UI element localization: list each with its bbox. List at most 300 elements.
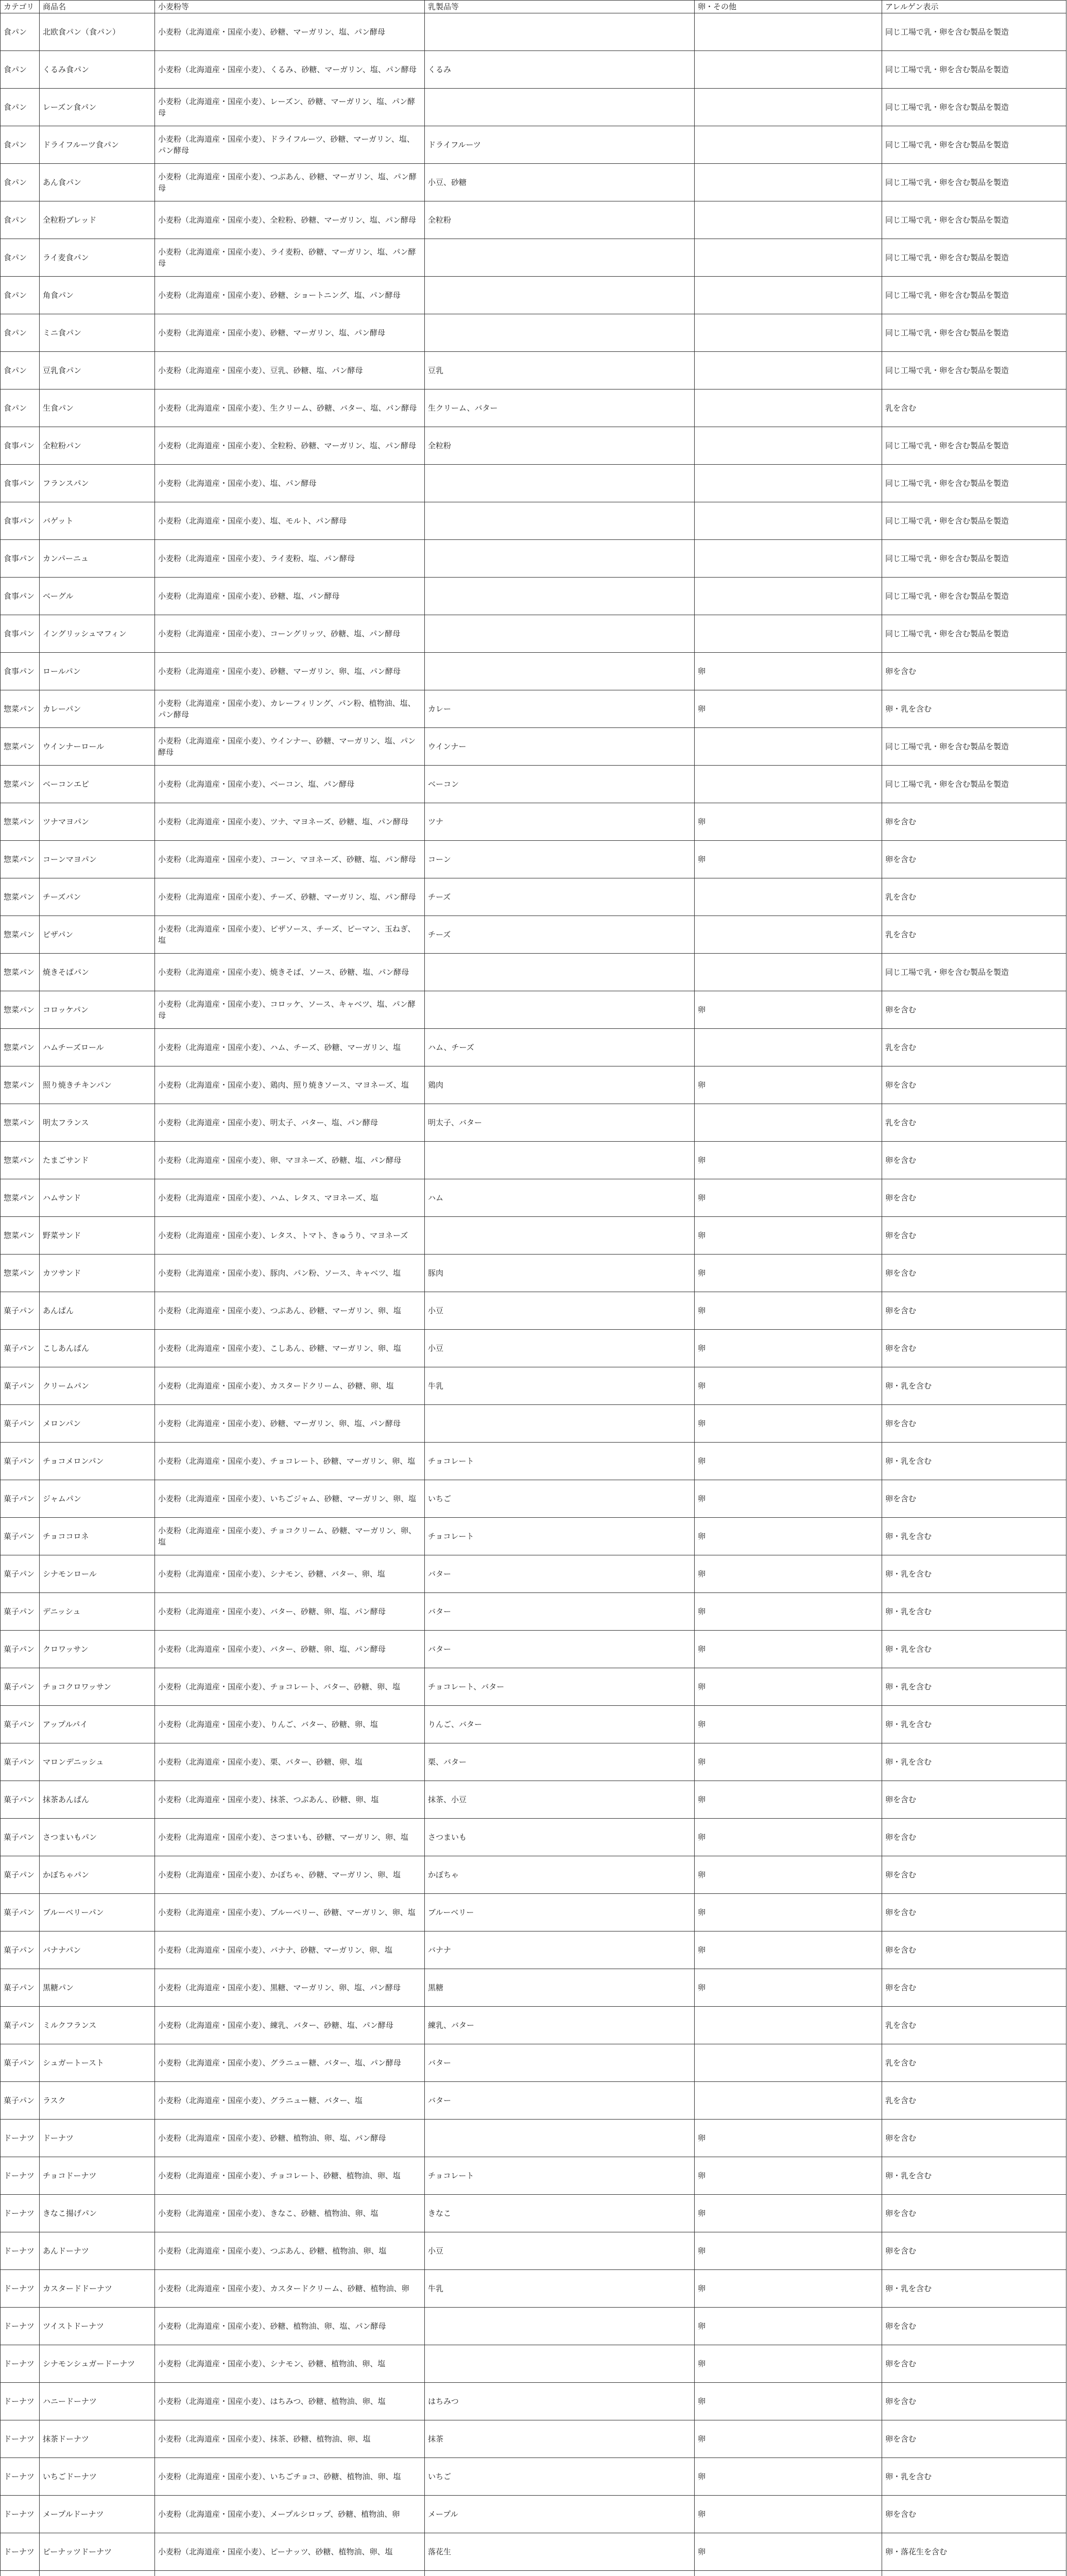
- table-cell: 焼きそばパン: [40, 954, 155, 991]
- table-cell: コーンマヨパン: [40, 841, 155, 878]
- table-row: [1, 2345, 1066, 2383]
- table-row: [1, 465, 1066, 502]
- table-cell: 卵: [695, 1405, 882, 1443]
- table-cell: 全粒粉ブレッド: [40, 201, 155, 239]
- table-row: [1, 1819, 1066, 1856]
- table-row: [1, 2157, 1066, 2195]
- table-cell: バナナ: [425, 1931, 695, 1969]
- table-cell: 生クリーム、バター: [425, 389, 695, 427]
- table-cell: 抹茶、小豆: [425, 1781, 695, 1819]
- table-cell: 卵・乳を含む: [882, 690, 1066, 728]
- table-cell: 卵: [695, 991, 882, 1029]
- table-cell: 惣菜パン: [1, 991, 40, 1029]
- table-row: [1, 1480, 1066, 1518]
- table-cell: いちごドーナツ: [40, 2458, 155, 2496]
- table-cell: 同じ工場で乳・卵を含む製品を製造: [882, 540, 1066, 578]
- table-cell: 小麦粉（北海道産・国産小麦）、チョコレート、砂糖、植物油、卵、塩: [155, 2157, 425, 2195]
- table-cell: 同じ工場で乳・卵を含む製品を製造: [882, 314, 1066, 352]
- table-row: [1, 2082, 1066, 2120]
- table-cell: 乳を含む: [882, 1104, 1066, 1142]
- table-cell: 食パン: [1, 389, 40, 427]
- table-cell: 小麦粉（北海道産・国産小麦）、豚肉、パン粉、ソース、キャベツ、塩: [155, 1255, 425, 1292]
- table-cell: 卵・乳を含む: [882, 2270, 1066, 2308]
- table-row: [1, 1781, 1066, 1819]
- table-cell: さつまいも: [425, 1819, 695, 1856]
- table-cell: 惣菜パン: [1, 766, 40, 803]
- table-cell: [1, 2571, 40, 2576]
- table-row: [1, 1104, 1066, 1142]
- table-cell: 小麦粉（北海道産・国産小麦）、いちごチョコ、砂糖、植物油、卵、塩: [155, 2458, 425, 2496]
- table-cell: [695, 89, 882, 126]
- table-cell: 卵を含む: [882, 1856, 1066, 1894]
- column-header: 小麦粉等: [155, 1, 425, 13]
- table-cell: 照り焼きチキンパン: [40, 1066, 155, 1104]
- table-cell: クリームパン: [40, 1367, 155, 1405]
- table-cell: バター: [425, 1555, 695, 1593]
- table-cell: [155, 2571, 425, 2576]
- table-cell: 小麦粉（北海道産・国産小麦）、豆乳、砂糖、塩、パン酵母: [155, 352, 425, 389]
- table-cell: [695, 1029, 882, 1066]
- table-cell: 卵を含む: [882, 1142, 1066, 1179]
- column-header: 乳製品等: [425, 1, 695, 13]
- table-cell: 小麦粉（北海道産・国産小麦）、ライ麦粉、砂糖、マーガリン、塩、パン酵母: [155, 239, 425, 277]
- table-cell: [695, 126, 882, 164]
- table-cell: 小麦粉（北海道産・国産小麦）、ライ麦粉、塩、パン酵母: [155, 540, 425, 578]
- table-cell: バター: [425, 1593, 695, 1631]
- table-cell: [695, 2082, 882, 2120]
- table-header: [1, 1, 1066, 13]
- table-row: [1, 2308, 1066, 2345]
- table-cell: 小麦粉（北海道産・国産小麦）、レーズン、砂糖、マーガリン、塩、パン酵母: [155, 89, 425, 126]
- table-cell: [695, 314, 882, 352]
- table-cell: 小麦粉（北海道産・国産小麦）、グラニュー糖、バター、塩、パン酵母: [155, 2044, 425, 2082]
- table-cell: 食事パン: [1, 465, 40, 502]
- table-cell: 同じ工場で乳・卵を含む製品を製造: [882, 465, 1066, 502]
- table-cell: ミニ食パン: [40, 314, 155, 352]
- table-cell: 同じ工場で乳・卵を含む製品を製造: [882, 126, 1066, 164]
- table-cell: メープルドーナツ: [40, 2496, 155, 2533]
- table-cell: 小麦粉（北海道産・国産小麦）、砂糖、マーガリン、卵、塩、パン酵母: [155, 653, 425, 690]
- table-cell: 卵・乳を含む: [882, 1593, 1066, 1631]
- table-cell: チョコレート: [425, 1518, 695, 1555]
- table-cell: 野菜サンド: [40, 1217, 155, 1255]
- table-cell: 小麦粉（北海道産・国産小麦）、砂糖、塩、パン酵母: [155, 578, 425, 615]
- table-cell: きなこ: [425, 2195, 695, 2232]
- table-row: [1, 2496, 1066, 2533]
- table-cell: 小麦粉（北海道産・国産小麦）、チョコクリーム、砂糖、マーガリン、卵、塩: [155, 1518, 425, 1555]
- table-cell: 惣菜パン: [1, 1255, 40, 1292]
- table-cell: 乳を含む: [882, 2044, 1066, 2082]
- table-cell: ブルーベリー: [425, 1894, 695, 1931]
- table-cell: アップルパイ: [40, 1706, 155, 1743]
- table-cell: 小麦粉（北海道産・国産小麦）、つぶあん、砂糖、植物油、卵、塩: [155, 2232, 425, 2270]
- table-cell: 卵を含む: [882, 1292, 1066, 1330]
- table-cell: [425, 465, 695, 502]
- table-cell: 小麦粉（北海道産・国産小麦）、砂糖、マーガリン、塩、パン酵母: [155, 314, 425, 352]
- table-cell: 卵: [695, 1066, 882, 1104]
- table-cell: 小豆: [425, 1330, 695, 1367]
- table-cell: 小麦粉（北海道産・国産小麦）、砂糖、マーガリン、卵、塩、パン酵母: [155, 1405, 425, 1443]
- table-cell: 同じ工場で乳・卵を含む製品を製造: [882, 277, 1066, 314]
- table-cell: バター: [425, 2082, 695, 2120]
- table-cell: 卵・乳を含む: [882, 1706, 1066, 1743]
- table-cell: 食パン: [1, 201, 40, 239]
- table-cell: [695, 465, 882, 502]
- table-cell: 食パン: [1, 239, 40, 277]
- table-cell: チーズパン: [40, 878, 155, 916]
- table-cell: シナモンシュガードーナツ: [40, 2345, 155, 2383]
- table-cell: [695, 1104, 882, 1142]
- table-row: [1, 239, 1066, 277]
- table-cell: 惣菜パン: [1, 1029, 40, 1066]
- table-cell: カンパーニュ: [40, 540, 155, 578]
- table-cell: 食パン: [1, 89, 40, 126]
- table-cell: はちみつ: [425, 2383, 695, 2420]
- table-cell: 同じ工場で乳・卵を含む製品を製造: [882, 201, 1066, 239]
- table-cell: 菓子パン: [1, 1330, 40, 1367]
- table-cell: 菓子パン: [1, 1593, 40, 1631]
- table-cell: 小麦粉（北海道産・国産小麦）、抹茶、つぶあん、砂糖、卵、塩: [155, 1781, 425, 1819]
- table-row: [1, 1142, 1066, 1179]
- table-cell: ドーナツ: [1, 2157, 40, 2195]
- table-cell: ドーナツ: [1, 2345, 40, 2383]
- table-cell: 小麦粉（北海道産・国産小麦）、シナモン、砂糖、植物油、卵、塩: [155, 2345, 425, 2383]
- table-cell: あんぱん: [40, 1292, 155, 1330]
- table-row: [1, 1330, 1066, 1367]
- table-cell: 小麦粉（北海道産・国産小麦）、バナナ、砂糖、マーガリン、卵、塩: [155, 1931, 425, 1969]
- table-cell: チョコドーナツ: [40, 2157, 155, 2195]
- column-header: 商品名: [40, 1, 155, 13]
- table-cell: バター: [425, 1631, 695, 1668]
- table-cell: 卵を含む: [882, 1255, 1066, 1292]
- table-cell: ドーナツ: [1, 2420, 40, 2458]
- table-cell: 菓子パン: [1, 1894, 40, 1931]
- table-cell: 惣菜パン: [1, 1217, 40, 1255]
- table-cell: ブルーベリーパン: [40, 1894, 155, 1931]
- table-cell: 食パン: [1, 51, 40, 89]
- table-cell: 食パン: [1, 164, 40, 201]
- table-cell: 卵: [695, 1255, 882, 1292]
- table-cell: [425, 277, 695, 314]
- table-cell: 小麦粉（北海道産・国産小麦）、カスタードクリーム、砂糖、卵、塩: [155, 1367, 425, 1405]
- table-cell: くるみ食パン: [40, 51, 155, 89]
- table-cell: ドーナツ: [1, 2120, 40, 2157]
- table-cell: [425, 1217, 695, 1255]
- table-row: [1, 1066, 1066, 1104]
- table-cell: さつまいもパン: [40, 1819, 155, 1856]
- table-row: [1, 2533, 1066, 2571]
- table-cell: 小麦粉（北海道産・国産小麦）、抹茶、砂糖、植物油、卵、塩: [155, 2420, 425, 2458]
- table-cell: [425, 954, 695, 991]
- table-cell: きなこ揚げパン: [40, 2195, 155, 2232]
- table-cell: 菓子パン: [1, 1631, 40, 1668]
- header-row: [1, 1, 1066, 13]
- table-cell: 同じ工場で乳・卵を含む製品を製造: [882, 89, 1066, 126]
- table-cell: [425, 2308, 695, 2345]
- table-row: [1, 841, 1066, 878]
- table-cell: 小麦粉（北海道産・国産小麦）、生クリーム、砂糖、バター、塩、パン酵母: [155, 389, 425, 427]
- table-cell: 小麦粉（北海道産・国産小麦）、メープルシロップ、砂糖、植物油、卵: [155, 2496, 425, 2533]
- table-cell: 小麦粉（北海道産・国産小麦）、全粒粉、砂糖、マーガリン、塩、パン酵母: [155, 201, 425, 239]
- table-cell: 小麦粉（北海道産・国産小麦）、カスタードクリーム、砂糖、植物油、卵: [155, 2270, 425, 2308]
- table-cell: 菓子パン: [1, 1480, 40, 1518]
- table-cell: [695, 239, 882, 277]
- table-cell: 卵: [695, 1894, 882, 1931]
- table-row: [1, 1367, 1066, 1405]
- table-cell: ラスク: [40, 2082, 155, 2120]
- table-cell: [695, 916, 882, 954]
- table-body: [1, 13, 1066, 2576]
- table-cell: 小麦粉（北海道産・国産小麦）、全粒粉、砂糖、マーガリン、塩、パン酵母: [155, 427, 425, 465]
- table-cell: ツナマヨパン: [40, 803, 155, 841]
- table-cell: 小豆、砂糖: [425, 164, 695, 201]
- table-cell: 全粒粉: [425, 427, 695, 465]
- table-cell: 卵: [695, 1593, 882, 1631]
- table-cell: [425, 615, 695, 653]
- table-cell: 同じ工場で乳・卵を含む製品を製造: [882, 352, 1066, 389]
- table-row: [1, 502, 1066, 540]
- table-cell: チョコクロワッサン: [40, 1668, 155, 1706]
- table-row: [1, 578, 1066, 615]
- table-cell: 小麦粉（北海道産・国産小麦）、チョコレート、バター、砂糖、卵、塩: [155, 1668, 425, 1706]
- table-row: [1, 615, 1066, 653]
- table-cell: 小麦粉（北海道産・国産小麦）、きなこ、砂糖、植物油、卵、塩: [155, 2195, 425, 2232]
- table-cell: ハム、チーズ: [425, 1029, 695, 1066]
- table-cell: 惣菜パン: [1, 841, 40, 878]
- table-row: [1, 1931, 1066, 1969]
- table-cell: 卵・乳を含む: [882, 1631, 1066, 1668]
- table-cell: 抹茶: [425, 2420, 695, 2458]
- table-cell: 同じ工場で乳・卵を含む製品を製造: [882, 578, 1066, 615]
- table-cell: 卵: [695, 1367, 882, 1405]
- table-cell: 乳を含む: [882, 878, 1066, 916]
- table-cell: バナナパン: [40, 1931, 155, 1969]
- table-cell: 同じ工場で乳・卵を含む製品を製造: [882, 954, 1066, 991]
- table-cell: フランスパン: [40, 465, 155, 502]
- table-cell: 乳を含む: [882, 2082, 1066, 2120]
- table-cell: かぼちゃパン: [40, 1856, 155, 1894]
- table-cell: [425, 653, 695, 690]
- table-cell: メロンパン: [40, 1405, 155, 1443]
- table-row: [1, 1029, 1066, 1066]
- table-cell: 卵: [695, 2496, 882, 2533]
- table-cell: 惣菜パン: [1, 878, 40, 916]
- table-cell: 小麦粉（北海道産・国産小麦）、卵、マヨネーズ、砂糖、塩、パン酵母: [155, 1142, 425, 1179]
- table-cell: ハムチーズロール: [40, 1029, 155, 1066]
- table-cell: 卵: [695, 2157, 882, 2195]
- table-cell: 乳を含む: [882, 1029, 1066, 1066]
- table-cell: ライ麦食パン: [40, 239, 155, 277]
- table-cell: [695, 201, 882, 239]
- table-cell: バター: [425, 2044, 695, 2082]
- table-cell: 卵: [695, 1179, 882, 1217]
- table-cell: 小麦粉（北海道産・国産小麦）、ドライフルーツ、砂糖、マーガリン、塩、パン酵母: [155, 126, 425, 164]
- table-row: [1, 1292, 1066, 1330]
- table-cell: [695, 878, 882, 916]
- table-cell: 小麦粉（北海道産・国産小麦）、砂糖、植物油、卵、塩、パン酵母: [155, 2120, 425, 2157]
- table-cell: 同じ工場で乳・卵を含む製品を製造: [882, 13, 1066, 51]
- table-cell: [695, 540, 882, 578]
- table-cell: [425, 2120, 695, 2157]
- table-cell: 同じ工場で乳・卵を含む製品を製造: [882, 51, 1066, 89]
- table-cell: 菓子パン: [1, 1518, 40, 1555]
- table-cell: 同じ工場で乳・卵を含む製品を製造: [882, 164, 1066, 201]
- table-cell: 卵: [695, 1217, 882, 1255]
- table-cell: 卵を含む: [882, 1217, 1066, 1255]
- table-row: [1, 389, 1066, 427]
- table-cell: 卵・乳を含む: [882, 1555, 1066, 1593]
- table-cell: 卵: [695, 653, 882, 690]
- table-row: [1, 126, 1066, 164]
- table-cell: 食パン: [1, 13, 40, 51]
- table-cell: 卵: [695, 841, 882, 878]
- table-cell: ジャムパン: [40, 1480, 155, 1518]
- table-row: [1, 2007, 1066, 2044]
- table-cell: 卵: [695, 1969, 882, 2007]
- table-cell: コロッケパン: [40, 991, 155, 1029]
- table-cell: [695, 427, 882, 465]
- table-cell: [695, 502, 882, 540]
- table-cell: 卵を含む: [882, 2120, 1066, 2157]
- table-cell: 小麦粉（北海道産・国産小麦）、チーズ、砂糖、マーガリン、塩、パン酵母: [155, 878, 425, 916]
- table-cell: ハニードーナツ: [40, 2383, 155, 2420]
- table-cell: 小麦粉（北海道産・国産小麦）、バター、砂糖、卵、塩、パン酵母: [155, 1631, 425, 1668]
- table-cell: 卵: [695, 1743, 882, 1781]
- table-cell: ドーナツ: [1, 2232, 40, 2270]
- table-cell: 菓子パン: [1, 1819, 40, 1856]
- table-cell: 卵・乳を含む: [882, 1367, 1066, 1405]
- table-row: [1, 1217, 1066, 1255]
- table-cell: 同じ工場で乳・卵を含む製品を製造: [882, 728, 1066, 766]
- table-cell: 卵・落花生を含む: [882, 2533, 1066, 2571]
- table-cell: 小麦粉（北海道産・国産小麦）、りんご、バター、砂糖、卵、塩: [155, 1706, 425, 1743]
- table-row: [1, 1706, 1066, 1743]
- table-cell: 小麦粉（北海道産・国産小麦）、レタス、トマト、きゅうり、マヨネーズ: [155, 1217, 425, 1255]
- table-cell: 卵を含む: [882, 991, 1066, 1029]
- table-cell: たまごサンド: [40, 1142, 155, 1179]
- table-cell: こしあんぱん: [40, 1330, 155, 1367]
- table-row: [1, 13, 1066, 51]
- table-cell: ツナ: [425, 803, 695, 841]
- table-cell: [425, 2345, 695, 2383]
- table-cell: 食パン: [1, 277, 40, 314]
- table-cell: 卵を含む: [882, 2420, 1066, 2458]
- table-row: [1, 1631, 1066, 1668]
- table-cell: ドライフルーツ食パン: [40, 126, 155, 164]
- table-cell: 同じ工場で乳・卵を含む製品を製造: [882, 615, 1066, 653]
- table-cell: 小麦粉（北海道産・国産小麦）、塩、パン酵母: [155, 465, 425, 502]
- table-cell: 卵を含む: [882, 803, 1066, 841]
- table-cell: かぼちゃ: [425, 1856, 695, 1894]
- table-cell: 同じ工場で乳・卵を含む製品を製造: [882, 427, 1066, 465]
- table-cell: 全粒粉: [425, 201, 695, 239]
- table-cell: 食事パン: [1, 427, 40, 465]
- table-cell: ベーグル: [40, 578, 155, 615]
- table-row: [1, 1518, 1066, 1555]
- table-cell: ミルクフランス: [40, 2007, 155, 2044]
- table-cell: 惣菜パン: [1, 803, 40, 841]
- table-cell: 卵・乳を含む: [882, 2157, 1066, 2195]
- table-cell: 小麦粉（北海道産・国産小麦）、こしあん、砂糖、マーガリン、卵、塩: [155, 1330, 425, 1367]
- table-cell: 卵・乳を含む: [882, 1518, 1066, 1555]
- table-cell: 卵・乳を含む: [882, 2458, 1066, 2496]
- table-cell: 卵: [695, 803, 882, 841]
- table-cell: 小麦粉（北海道産・国産小麦）、明太子、バター、塩、パン酵母: [155, 1104, 425, 1142]
- table-cell: 小麦粉（北海道産・国産小麦）、練乳、バター、砂糖、塩、パン酵母: [155, 2007, 425, 2044]
- table-cell: 小麦粉（北海道産・国産小麦）、ベーコン、塩、パン酵母: [155, 766, 425, 803]
- table-cell: 卵: [695, 2232, 882, 2270]
- table-cell: チョココロネ: [40, 1518, 155, 1555]
- table-cell: 同じ工場で乳・卵を含む製品を製造: [882, 502, 1066, 540]
- table-cell: 小麦粉（北海道産・国産小麦）、コロッケ、ソース、キャベツ、塩、パン酵母: [155, 991, 425, 1029]
- table-cell: シュガートースト: [40, 2044, 155, 2082]
- table-cell: 卵を含む: [882, 1405, 1066, 1443]
- table-row: [1, 1555, 1066, 1593]
- table-row: [1, 352, 1066, 389]
- table-row: [1, 314, 1066, 352]
- table-cell: 卵を含む: [882, 1819, 1066, 1856]
- table-cell: 黒糖パン: [40, 1969, 155, 2007]
- table-cell: 卵・乳を含む: [882, 1668, 1066, 1706]
- table-cell: 惣菜パン: [1, 690, 40, 728]
- table-cell: いちご: [425, 2458, 695, 2496]
- table-cell: [695, 2571, 882, 2576]
- table-cell: 小麦粉（北海道産・国産小麦）、ピーナッツ、砂糖、植物油、卵、塩: [155, 2533, 425, 2571]
- table-cell: 卵を含む: [882, 1330, 1066, 1367]
- table-cell: 同じ工場で乳・卵を含む製品を製造: [882, 239, 1066, 277]
- table-row: [1, 1969, 1066, 2007]
- table-cell: 小麦粉（北海道産・国産小麦）、鶏肉、照り焼きソース、マヨネーズ、塩: [155, 1066, 425, 1104]
- table-cell: 菓子パン: [1, 1706, 40, 1743]
- table-cell: 小麦粉（北海道産・国産小麦）、砂糖、ショートニング、塩、パン酵母: [155, 277, 425, 314]
- table-cell: 卵: [695, 1443, 882, 1480]
- table-cell: 卵を含む: [882, 1969, 1066, 2007]
- table-cell: [425, 991, 695, 1029]
- table-cell: ピーナッツドーナツ: [40, 2533, 155, 2571]
- table-cell: 卵: [695, 1631, 882, 1668]
- table-cell: [425, 314, 695, 352]
- table-cell: [695, 615, 882, 653]
- table-cell: カレー: [425, 690, 695, 728]
- table-row: [1, 1255, 1066, 1292]
- table-cell: 小豆: [425, 2232, 695, 2270]
- table-cell: [695, 164, 882, 201]
- table-cell: 卵: [695, 1819, 882, 1856]
- table-row: [1, 1743, 1066, 1781]
- table-cell: 食事パン: [1, 540, 40, 578]
- table-cell: 小麦粉（北海道産・国産小麦）、ピザソース、チーズ、ピーマン、玉ねぎ、塩: [155, 916, 425, 954]
- table-cell: 抹茶ドーナツ: [40, 2420, 155, 2458]
- table-cell: 卵を含む: [882, 1179, 1066, 1217]
- table-cell: 小豆: [425, 1292, 695, 1330]
- table-cell: 小麦粉（北海道産・国産小麦）、黒糖、マーガリン、卵、塩、パン酵母: [155, 1969, 425, 2007]
- table-row: [1, 1179, 1066, 1217]
- table-cell: [425, 540, 695, 578]
- table-cell: ドーナツ: [1, 2533, 40, 2571]
- table-cell: 惣菜パン: [1, 1066, 40, 1104]
- table-cell: 抹茶あんぱん: [40, 1781, 155, 1819]
- table-cell: 卵: [695, 690, 882, 728]
- table-cell: [695, 2007, 882, 2044]
- table-row: [1, 1443, 1066, 1480]
- table-row: [1, 690, 1066, 728]
- table-cell: あんドーナツ: [40, 2232, 155, 2270]
- table-cell: 小麦粉（北海道産・国産小麦）、コーン、マヨネーズ、砂糖、塩、パン酵母: [155, 841, 425, 878]
- table-cell: 卵: [695, 1480, 882, 1518]
- table-cell: 菓子パン: [1, 2082, 40, 2120]
- table-row: [1, 1856, 1066, 1894]
- table-cell: 小麦粉（北海道産・国産小麦）、ツナ、マヨネーズ、砂糖、塩、パン酵母: [155, 803, 425, 841]
